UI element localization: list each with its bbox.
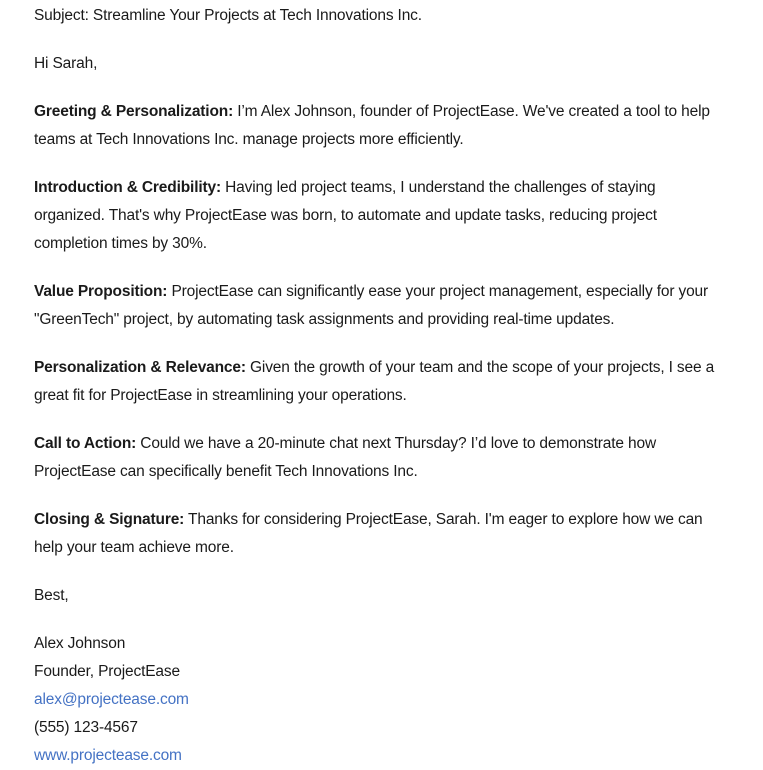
section-label-closing: Closing & Signature: [34, 511, 185, 528]
email-section-introduction [34, 154, 725, 258]
signature-website-link[interactable]: www.projectease.com [34, 747, 182, 764]
email-section-call-to-action [34, 410, 725, 486]
signature-name: Alex Johnson [34, 635, 126, 652]
section-label-introduction: Introduction & Credibility: [34, 179, 221, 196]
signature-email-link[interactable]: alex@projectease.com [34, 691, 189, 708]
email-salutation: Hi Sarah, [34, 55, 98, 72]
section-label-call-to-action: Call to Action: [34, 435, 137, 452]
section-text-personalization: Given the growth of your team and the scope of your projects, I see a great fit for ProjectEase in streamlining your operations. [34, 359, 715, 404]
email-section-closing [34, 486, 725, 562]
section-text-call-to-action: Could we have a 20-minute chat next Thursday? I’d love to demonstrate how ProjectEase can specifically benefit Tech Innovations Inc. [34, 435, 657, 480]
signature-title: Founder, ProjectEase [34, 663, 180, 680]
section-label-value-proposition: Value Proposition: [34, 283, 168, 300]
email-section-personalization [34, 334, 725, 410]
section-label-greeting: Greeting & Personalization: [34, 103, 234, 120]
email-section-value-proposition [34, 258, 725, 334]
email-subject-line: Subject: Streamline Your Projects at Tech Innovations Inc. [34, 7, 422, 24]
email-signoff: Best, [34, 587, 69, 604]
section-label-personalization: Personalization & Relevance: [34, 359, 246, 376]
email-section-greeting [34, 78, 725, 154]
email-signature-block [34, 610, 725, 770]
section-text-introduction: Having led project teams, I understand the challenges of staying organized. That's why ProjectEase was born, to automate and update tasks, reducing project completion times by 30%. [34, 179, 657, 252]
signature-phone: (555) 123-4567 [34, 719, 138, 736]
section-text-value-proposition: ProjectEase can significantly ease your project management, especially for your "GreenTech" project, by automating task assignments and providing real-time updates. [34, 283, 709, 328]
section-text-greeting: I’m Alex Johnson, founder of ProjectEase. We've created a tool to help teams at Tech Innovations Inc. manage projects more efficiently. [34, 103, 710, 148]
section-text-closing: Thanks for considering ProjectEase, Sarah. I'm eager to explore how we can help your team achieve more. [34, 511, 703, 556]
